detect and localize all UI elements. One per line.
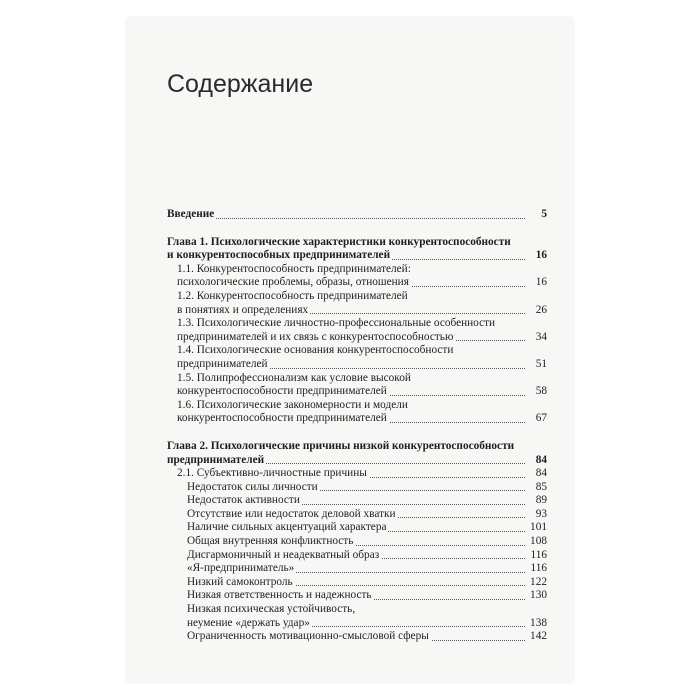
toc-entry-title: 2.1. Субъективно-личностные причины: [177, 467, 367, 480]
toc-entry[interactable]: [167, 481, 547, 495]
toc-page-number: 58: [535, 385, 547, 398]
toc-entry-title: Общая внутренняя конфликтность: [187, 535, 354, 548]
toc-entry-title: 1.6. Психологические закономерности и модели: [177, 398, 408, 411]
toc-entry[interactable]: [167, 412, 547, 426]
toc-chapter-entry[interactable]: [167, 249, 547, 263]
toc-entry-title: «Я-предприниматель»: [187, 562, 295, 575]
toc-entry[interactable]: [167, 494, 547, 508]
toc-page-number: 116: [530, 548, 547, 561]
toc-entry-title: Недостаток активности: [187, 494, 300, 507]
toc-page-number: 138: [530, 616, 547, 629]
toc-entry-title: Низкий самоконтроль: [187, 575, 293, 588]
toc-entry-title: Недостаток силы личности: [187, 480, 318, 493]
toc-page-number: 16: [535, 276, 547, 289]
toc-entry[interactable]: [167, 358, 547, 372]
toc-entry-title: Наличие сильных акцентуаций характера: [187, 521, 387, 534]
toc-entry[interactable]: [167, 304, 547, 318]
toc-entry-title: предпринимателей: [167, 453, 265, 466]
toc-entry-title: в понятиях и определениях: [177, 303, 309, 316]
toc-entry-title: Низкая психическая устойчивость,: [187, 603, 356, 616]
toc-gap: [167, 222, 547, 236]
toc-entry[interactable]: [167, 467, 547, 481]
toc-entry-title: и конкурентоспособных предпринимателей: [167, 249, 391, 262]
toc-entry-title: Низкая ответственность и надежность: [187, 589, 372, 602]
toc-entry-title: Глава 2. Психологические причины низкой конкурентоспособности: [167, 439, 515, 452]
toc-page-number: 26: [535, 303, 547, 316]
table-of-contents: [167, 208, 547, 644]
toc-entry[interactable]: [167, 344, 547, 358]
toc-page-number: 16: [535, 249, 547, 262]
toc-entry[interactable]: [167, 549, 547, 563]
toc-entry-title: Отсутствие или недостаток деловой хватки: [187, 507, 396, 520]
toc-page-number: 84: [535, 467, 547, 480]
toc-chapter-entry[interactable]: [167, 236, 547, 250]
toc-entry-title: Введение: [167, 208, 215, 220]
toc-entry-title: 1.4. Психологические основания конкурентоспособности: [177, 344, 454, 357]
toc-chapter-entry[interactable]: [167, 454, 547, 468]
toc-entry-title: неумение «держать удар»: [187, 616, 310, 629]
book-page: [127, 18, 573, 682]
toc-page-number: 34: [535, 330, 547, 343]
toc-chapter-entry[interactable]: [167, 208, 547, 222]
toc-entry[interactable]: [167, 290, 547, 304]
toc-page-number: 5: [541, 208, 547, 220]
toc-page-number: 122: [530, 575, 547, 588]
toc-entry-title: Ограниченность мотивационно-смысловой сферы: [187, 630, 429, 643]
toc-entry[interactable]: [167, 603, 547, 617]
toc-entry[interactable]: [167, 562, 547, 576]
toc-entry[interactable]: [167, 276, 547, 290]
toc-entry[interactable]: [167, 372, 547, 386]
toc-page-number: 51: [535, 357, 547, 370]
page-title: Содержание: [167, 70, 314, 98]
toc-entry-title: предпринимателей и их связь с конкурентоспособностью: [177, 330, 454, 343]
toc-entry-title: 1.3. Психологические личностно-профессиональные особенности: [177, 317, 496, 330]
toc-entry-title: предпринимателей: [177, 357, 268, 370]
toc-entry-title: 1.1. Конкурентоспособность предпринимателей:: [177, 262, 411, 275]
toc-page-number: 85: [535, 480, 547, 493]
toc-page-number: 93: [535, 507, 547, 520]
toc-entry-title: психологические проблемы, образы, отношения: [177, 276, 409, 289]
toc-entry[interactable]: [167, 385, 547, 399]
toc-entry[interactable]: [167, 617, 547, 631]
toc-entry[interactable]: [167, 535, 547, 549]
toc-entry[interactable]: [167, 630, 547, 644]
toc-chapter-entry[interactable]: [167, 440, 547, 454]
toc-entry[interactable]: [167, 576, 547, 590]
toc-entry-title: конкурентоспособности предпринимателей: [177, 385, 387, 398]
toc-page-number: 142: [530, 630, 547, 643]
toc-entry-title: конкурентоспособности предпринимателей: [177, 412, 387, 425]
toc-page-number: 84: [535, 453, 547, 466]
toc-entry[interactable]: [167, 317, 547, 331]
toc-page-number: 101: [530, 521, 547, 534]
toc-entry[interactable]: [167, 331, 547, 345]
toc-entry[interactable]: [167, 589, 547, 603]
toc-entry-title: 1.2. Конкурентоспособность предпринимателей: [177, 289, 408, 302]
toc-entry-title: 1.5. Полипрофессионализм как условие высокой: [177, 371, 411, 384]
toc-page-number: 130: [530, 589, 547, 602]
toc-gap: [167, 426, 547, 440]
toc-page-number: 89: [535, 494, 547, 507]
toc-entry[interactable]: [167, 263, 547, 277]
toc-entry[interactable]: [167, 521, 547, 535]
toc-page-number: 108: [530, 535, 547, 548]
toc-entry-title: Дисгармоничный и неадекватный образ: [187, 548, 380, 561]
toc-page-number: 116: [530, 562, 547, 575]
toc-page-number: 67: [535, 412, 547, 425]
toc-entry[interactable]: [167, 399, 547, 413]
toc-entry[interactable]: [167, 508, 547, 522]
toc-entry-title: Глава 1. Психологические характеристики конкурентоспособности: [167, 235, 511, 248]
